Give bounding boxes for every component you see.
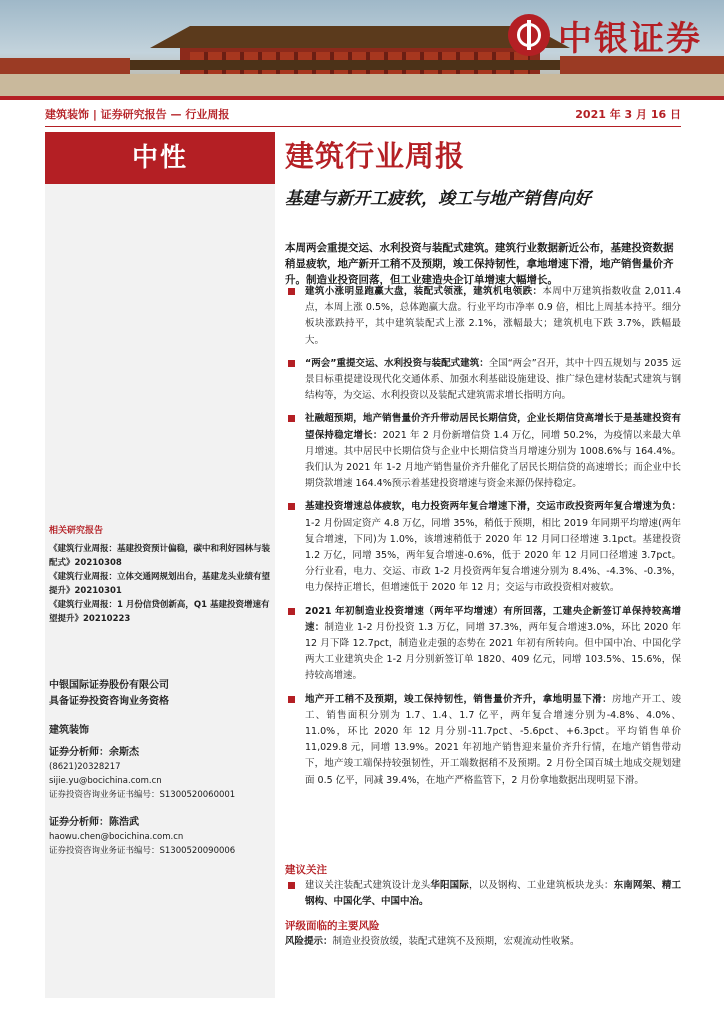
rating-badge: 中性 [45,132,275,184]
suggestion-heading: 建议关注 [285,864,327,876]
bullet-square-icon [288,696,295,703]
related-report-3[interactable]: 《建筑行业周报：1 月份信贷创新高，Q1 基建投资增速有望提升》20210223 [49,600,270,624]
company-info [49,678,271,710]
report-date: 2021 年 3 月 16 日 [575,108,681,121]
boc-logo-icon [508,14,550,56]
suggestion-section [285,862,681,912]
bullet-square-icon [288,503,295,510]
report-title: 建筑行业周报 [285,139,466,173]
key-point [285,284,681,349]
bullet-square-icon [288,882,295,889]
suggested-stocks: 东南网架、精工钢构、中国化学、中国中冶。 [305,880,681,908]
key-point [285,604,681,685]
key-point-heading: 地产开工稍不及预期，竣工保持韧性，销售量价齐升，拿地明显下滑： [305,693,613,705]
bullet-square-icon [288,415,295,422]
bullet-square-icon [288,360,295,367]
key-point [285,499,681,596]
analyst-2-email[interactable]: haowu.chen@bocichina.com.cn [49,832,184,842]
analyst-section [49,724,271,858]
report-summary: 本周两会重提交运、水利投资与装配式建筑。建筑行业数据新近公布，基建投资数据稍显疲软，地产新开工稍不及预期，竣工保持韧性，拿地增速下滑，地产销售量价齐升。制造业投资回落，但工业建造央企订单增速大幅增长。 [285,242,674,286]
key-point-text: 房地产开工、竣工、销售面积分别为 1.7、1.4、1.7 亿平，两年复合增速分别为-4.8%、4.0%、11.0%，环比 2020 年 12 月分别-11.7pct、-5.6pct、+6.3pct。平均销售单价 11,029.8 元，同增 13.9%。2021 年初地产销售迎来量价齐升行情，在地产销售带动下，地产竣工端保持较强韧性，开工端数据稍不及预期。2 月份全国百城土地成交规划建面 0.5 亿平，同减 39.4%，在地产严格监管下，2 月份拿地数据出现明显下滑。 [305,693,681,786]
key-point-text: 全国“两会”召开，其中十四五规划与 2035 远景目标重提建设现代化交通体系、加强水利基础设施建设、推广绿色建材装配式建筑与钢结构等，为交运、水利投资以及装配式建筑需求增长指明方向。 [305,357,681,402]
suggested-stock: 华阳国际 [430,880,469,891]
key-point [285,411,681,492]
key-point [285,692,681,789]
company-logo [508,10,702,60]
bullet-square-icon [288,608,295,615]
related-research [49,524,271,626]
key-point-heading: 2021 年初制造业投资增速（两年平均增速）有所回落，工建央企新签订单保持较高增速： [305,605,681,633]
risk-section [285,918,681,950]
risk-text [285,934,681,950]
key-point-text: 2021 年 2 月份新增信贷 1.4 万亿，同增 50.2%，为疫情以来最大单月增速。其中居民中长期信贷与企业中长期信贷当月增速分别为 1008.6%与 164.4%。我们认为 2021 年 1-2 月地产销售量价齐升催化了居民长期信贷的高速增长；而企业中长期贷款增速 164.4%预示着基建投资增速与资金来源仍保持稳定。 [305,429,681,490]
related-report-2[interactable]: 《建筑行业周报：立体交通网规划出台，基建龙头业绩有望提升》20210301 [49,572,271,596]
key-point-heading: “两会”重提交运、水利投资与装配式建筑： [305,357,489,369]
palace-roof [150,26,570,48]
key-point-heading: 建筑小涨明显跑赢大盘，装配式领涨，建筑机电领跌： [305,286,543,297]
risk-body: 制造业投资放缓，装配式建筑不及预期，宏观流动性收紧。 [332,936,580,947]
company-name: 中银国际证券股份有限公司 [49,680,169,691]
key-point-text: 制造业 1-2 月份投资 1.3 万亿，同增 37.3%，两年复合增速3.0%，环比 2020 年 12 月下降 12.7pct，制造业走强的态势在 2021 年初有所转向。但中国中冶、中国化学两大工业建筑央企 1-2 月分别新签订单 1820、409 亿元，同增 103.5%、15.6%，保持较高增速。 [305,621,681,682]
bullet-square-icon [288,288,295,295]
key-point-heading: 基建投资增速总体疲软，电力投资两年复合增速下滑，交运市政投资两年复合增速为负： [305,501,681,513]
report-category: 建筑装饰 | 证券研究报告 — 行业周报 [45,108,230,121]
logo-text: 中银证券 [558,18,702,59]
suggestion-body: 建议关注装配式建筑设计龙头 [305,880,431,891]
analyst-1-cert: 证券投资咨询业务证书编号：S1300520060001 [49,790,236,800]
header-rule [45,126,681,127]
cover-banner-image [0,0,724,96]
analyst-2-name: 证券分析师：陈浩武 [49,817,139,828]
analyst-1-phone: (8621)20328217 [49,762,121,772]
risk-heading: 评级面临的主要风险 [285,920,380,932]
report-subtitle: 基建与新开工疲软，竣工与地产销售向好 [285,189,591,209]
key-point-text: 本周中万建筑指数收盘 2,011.4 点，本周上涨 0.5%，总体跑赢大盘。行业平均市净率 0.9 倍，相比上周基本持平。细分板块涨跌持平，其中建筑装配式上涨 2.1%，涨幅最大；建筑机电下跌 3.7%，跌幅最大。 [305,286,681,346]
sector-name: 建筑装饰 [49,725,89,736]
key-point-heading: 社融超预期，地产销售量价齐升带动居民长期信贷，企业长期信贷高增长于是基建投资有望保持稳定增长： [305,413,681,441]
key-point-text: 1-2 月份固定资产 4.8 万亿，同增 35%，稍低于预期，相比 2019 年同期平均增速(两年复合增速，下同)为 1.0%，该增速稍低于 2020 年 12 月同口径增速 3.1pct。基建投资 1.2 万亿，同增 35%，两年复合增速-0.6%，低于 2020 年 12 月同口径增速 3.7pct。分行业看，电力、交运、市政 1-2 月投资两年复合增速分别为 8.4%、-4.3%、-0.3%，电力保持正增长，但增速低于 2020 年 12 月；交运与市政投资相对疲软。 [305,517,681,594]
risk-label: 风险提示： [285,936,333,947]
banner-divider [0,96,724,100]
analyst-2-cert: 证券投资咨询业务证书编号：S1300520090006 [49,846,236,856]
suggestion-text [285,878,681,910]
related-report-1[interactable]: 《建筑行业周报：基建投资预计偏稳，碳中和利好园林与装配式》20210308 [49,544,271,568]
key-point [285,356,681,405]
palace-courtyard [0,74,724,96]
suggestion-body-cont: ，以及钢构、工业建筑板块龙头： [468,880,614,891]
key-points [285,284,681,796]
company-qualification: 具备证券投资咨询业务资格 [49,696,169,707]
analyst-1-email[interactable]: sijie.yu@bocichina.com.cn [49,776,162,786]
related-research-heading: 相关研究报告 [49,526,104,536]
report-header [45,104,681,124]
analyst-1-name: 证券分析师：余斯杰 [49,747,139,758]
